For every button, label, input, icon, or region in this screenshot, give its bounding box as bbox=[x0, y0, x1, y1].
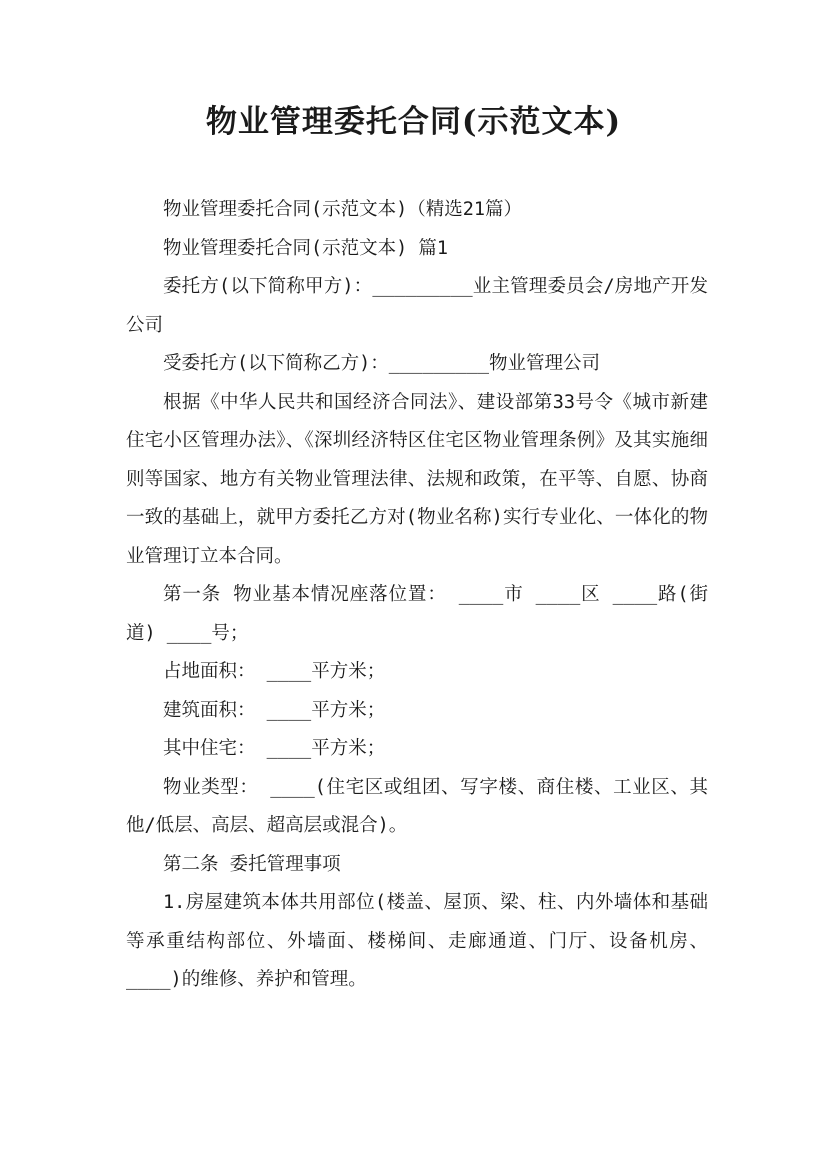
paragraph-building-area: 建筑面积： ____平方米； bbox=[163, 699, 386, 721]
paragraph-article-2-heading: 第二条 委托管理事项 bbox=[163, 853, 341, 875]
paragraph-legal-basis: 根据《中华人民共和国经济合同法》、建设部第33号令《城市新建住宅小区管理办法》、《深圳经济特区住宅区物业管理条例》及其实施细则等国家、地方有关物业管理法律、法规和政策，在平等、自愿、协商一致的基础上，就甲方委托乙方对(物业名称)实行专业化、一体化的物业管理订立本合同。 bbox=[126, 391, 708, 567]
paragraph-item-1: 1.房屋建筑本体共用部位(楼盖、屋顶、梁、柱、内外墙体和基础等承重结构部位、外墙面、楼梯间、走廊通道、门厅、设备机房、____)的维修、养护和管理。 bbox=[126, 892, 708, 990]
paragraph-subtitle: 物业管理委托合同(示范文本)（精选21篇） bbox=[163, 199, 523, 220]
paragraph-article-1-location: 第一条 物业基本情况座落位置： ____市 ____区 ____路(街道) ____号； bbox=[126, 584, 708, 644]
paragraph-party-a: 委托方(以下简称甲方)：_________业主管理委员会/房地产开发公司 bbox=[126, 276, 708, 336]
document-title: 物业管理委托合同(示范文本) bbox=[205, 104, 622, 140]
paragraph-property-type: 物业类型： ____(住宅区或组团、写字楼、商住楼、工业区、其他/低层、高层、超高层或混合)。 bbox=[126, 776, 708, 836]
paragraph-section-heading: 物业管理委托合同(示范文本) 篇1 bbox=[163, 237, 449, 259]
document-body bbox=[126, 191, 708, 1000]
paragraph-residential-area: 其中住宅： ____平方米； bbox=[163, 738, 386, 759]
paragraph-land-area: 占地面积： ____平方米； bbox=[163, 661, 386, 682]
paragraph-party-b: 受委托方(以下简称乙方)：_________物业管理公司 bbox=[163, 353, 601, 374]
